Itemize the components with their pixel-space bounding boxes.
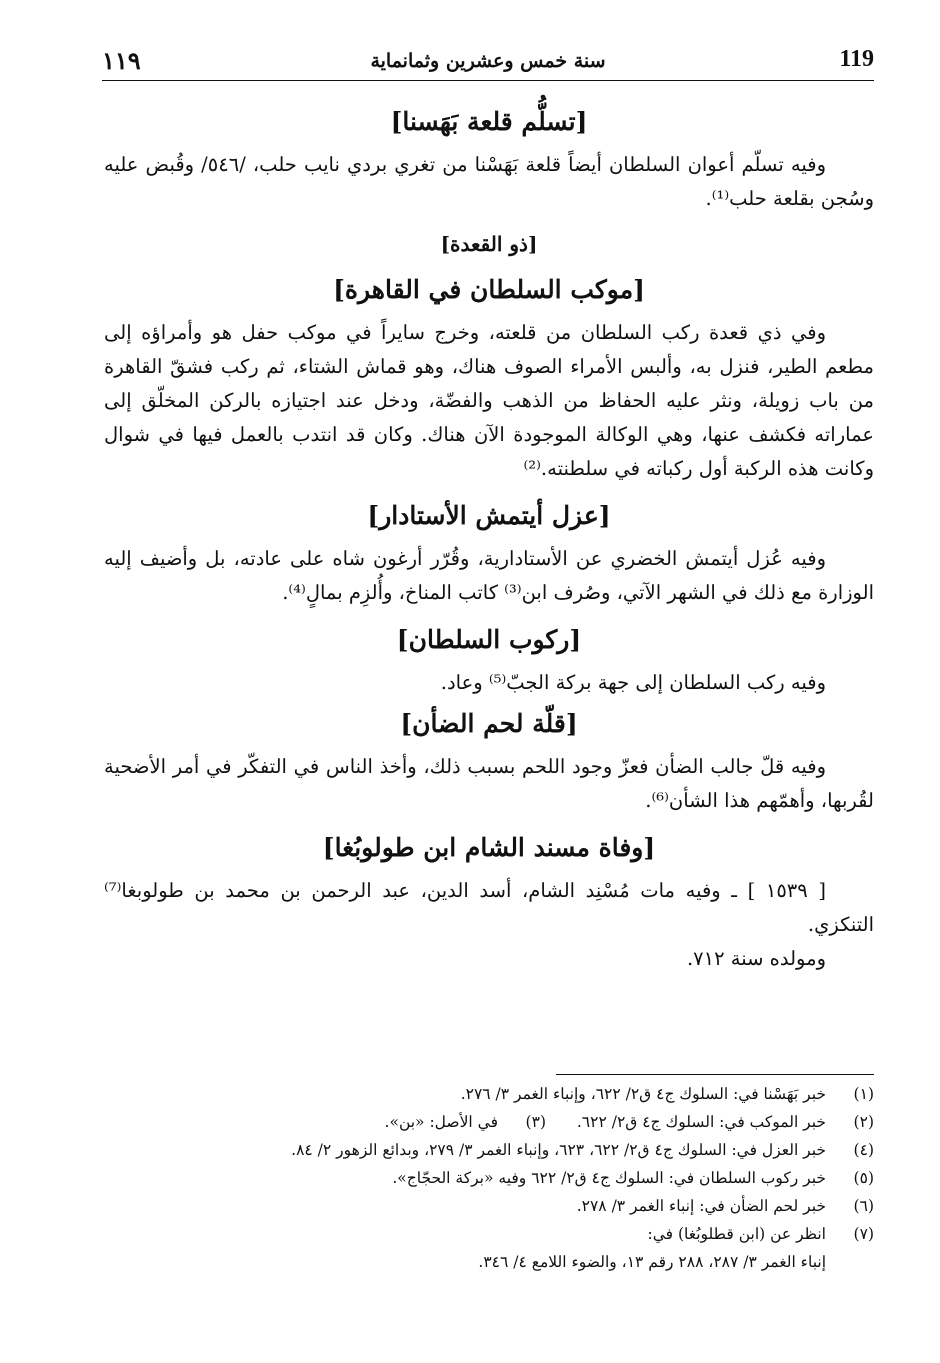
paragraph: وفيه ركب السلطان إلى جهة بركة الجبّ⁽⁵⁾ وعاد. [440, 671, 826, 694]
footnote [104, 1164, 874, 1192]
footnote-text: خبر ركوب السلطان في: السلوك ج٤ ق٢/ ٦٢٢ وفيه «بركة الحجّاج». [392, 1169, 826, 1187]
section-heading: [وفاة مسند الشام ابن طولوبُغا] [322, 833, 656, 862]
paragraph: وفيه عُزل أيتمش الخضري عن الأستادارية، وقُرّر أرغون شاه على عادته، بل وأضيف إليه الوزارة مع ذلك في الشهر الآتي، وصُرف ابن⁽³⁾ كاتب المناخ، وأُلزِم بمالٍ⁽⁴⁾. [104, 547, 874, 604]
footnotes [104, 1080, 874, 1276]
section-heading: [ركوب السلطان] [396, 625, 582, 654]
section-heading: [تسلُّم قلعة بَهَسنا] [390, 107, 588, 136]
footnote-text: خبر الموكب في: السلوك ج٤ ق٢/ ٦٢٢. [576, 1113, 826, 1131]
footnote [104, 1108, 874, 1136]
footnote-continuation: إنباء الغمر ٣/ ٢٨٧، ٢٨٨ رقم ١٣، والضوء اللامع ٤/ ٣٤٦. [478, 1253, 826, 1271]
footnote-text: خبر العزل في: السلوك ج٤ ق٢/ ٦٢٢، ٦٢٣، وإنباء الغمر ٣/ ٢٧٩، وبدائع الزهور ٢/ ٨٤. [291, 1141, 826, 1159]
main-text [104, 98, 874, 976]
month-heading: [ذو القعدة] [440, 232, 538, 256]
footnote-number: (٤) [853, 1141, 874, 1159]
footnote-number: (٦) [853, 1197, 874, 1215]
footnote-number: (٧) [853, 1225, 874, 1243]
footnote [104, 1192, 874, 1220]
footnote [104, 1080, 874, 1108]
footnote-number: (١) [853, 1085, 874, 1103]
paragraph: [ ١٥٣٩ ] ـ وفيه مات مُسْنِد الشام، أسد الدين، عبد الرحمن بن محمد بن طولوبغا⁽⁷⁾ التنكزي. [104, 879, 874, 936]
footnote-number: (٣) [525, 1113, 546, 1131]
footnote [104, 1220, 874, 1248]
page-header [102, 40, 874, 81]
footnote-number: (٥) [853, 1169, 874, 1187]
paragraph: ومولده سنة ٧١٢. [686, 947, 826, 970]
page-number-latin: 119 [839, 46, 874, 72]
footnote-text: خبر بَهَسْنا في: السلوك ج٤ ق٢/ ٦٢٢، وإنباء الغمر ٣/ ٢٧٦. [460, 1085, 826, 1103]
footnote-text: خبر لحم الضأن في: إنباء الغمر ٣/ ٢٧٨. [576, 1197, 826, 1215]
page-number-arabic: ١١٩ [102, 46, 141, 75]
paragraph: وفي ذي قعدة ركب السلطان من قلعته، وخرج سايراً في موكب حفل هو وأمراؤه إلى مطعم الطير، فنزل به، وألبس الأمراء الصوف هناك، وهو قماش الشتاء، ثم ركب فشقّ القاهرة من باب زويلة، ونثر عليه الحفاظ من الذهب والفضّة، ودخل عند اجتيازه بالركن المخلّق إلى عماراته فكشف عنها، وهي الوكالة الموجودة الآن هناك. وكان قد انتدب بالعمل فيها في شوال وكانت هذه الركبة أول ركباته في سلطنته.⁽²⁾ [104, 321, 874, 480]
section-heading: [عزل أيتمش الأستادار] [367, 501, 611, 530]
footnote-number: (٢) [853, 1113, 874, 1131]
running-title: سنة خمس وعشرين وثمانماية [370, 50, 606, 72]
footnote-text: انظر عن (ابن قطلوبُغا) في: [647, 1225, 826, 1243]
footnote [104, 1136, 874, 1164]
section-heading: [موكب السلطان في القاهرة] [333, 275, 645, 304]
paragraph: وفيه قلّ جالب الضأن فعزّ وجود اللحم بسبب ذلك، وأخذ الناس في التفكّر في أمر الأضحية لقُربها، وأهمّهم هذا الشأن⁽⁶⁾. [104, 755, 874, 812]
footnote-text: في الأصل: «بن». [384, 1113, 498, 1131]
footnote-divider [556, 1074, 874, 1075]
section-heading: [قلّة لحم الضأن] [400, 709, 578, 738]
paragraph: وفيه تسلّم أعوان السلطان أيضاً قلعة بَهَسْنا من تغري بردي نايب حلب، /٥٤٦/ وقُبض عليه وسُجن بقلعة حلب⁽¹⁾. [104, 153, 874, 210]
